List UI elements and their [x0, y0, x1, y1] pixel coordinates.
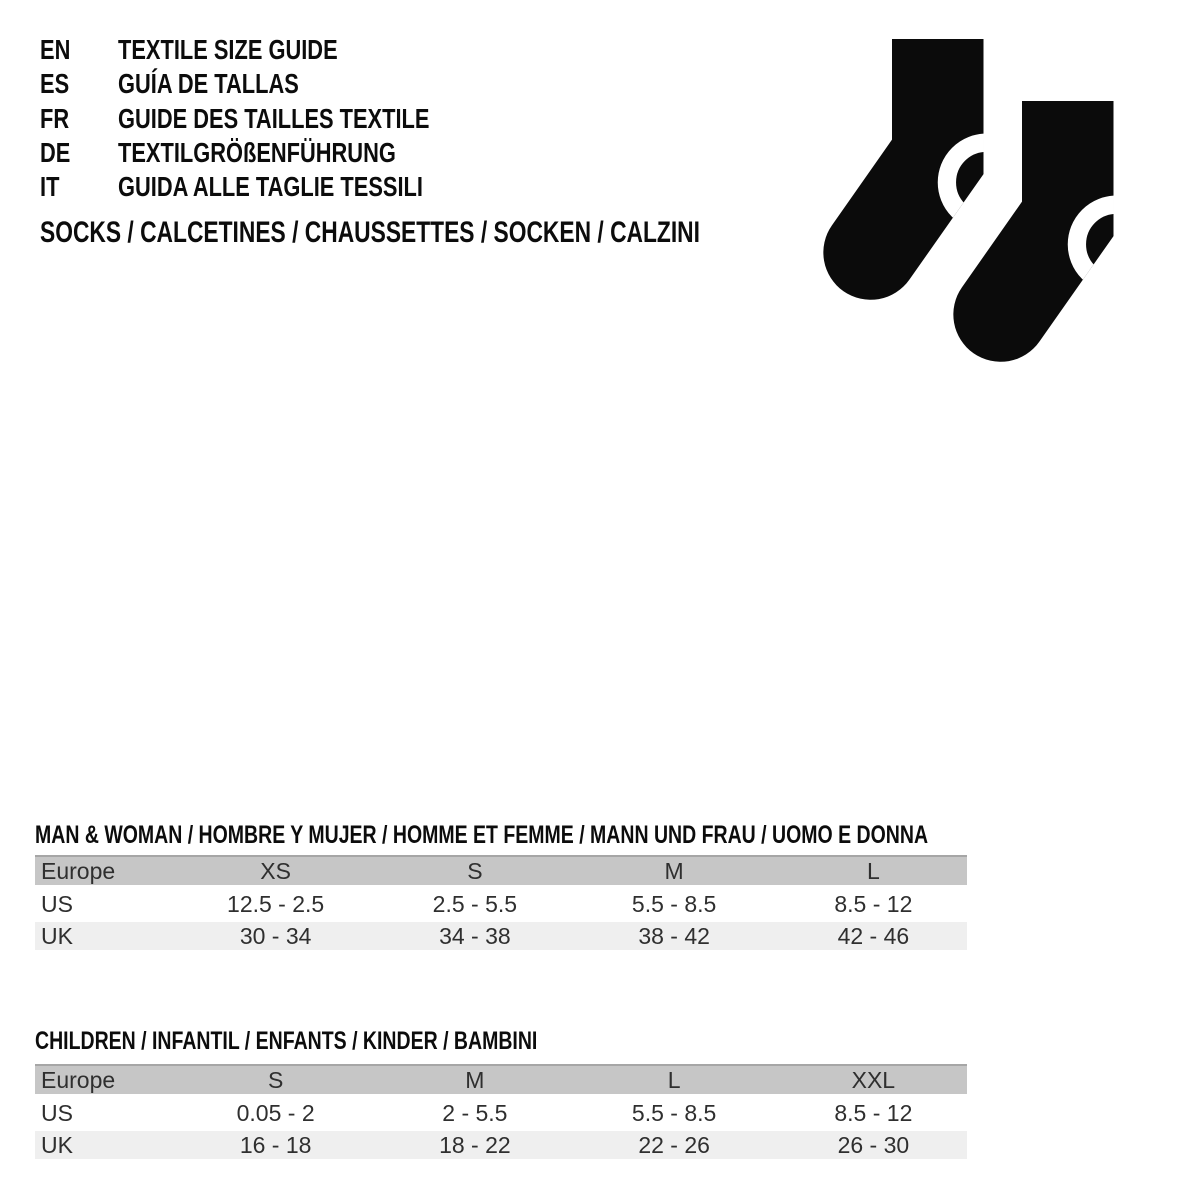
language-title: GUÍA DE TALLAS [118, 68, 299, 100]
header-cell-size: S [267, 1066, 284, 1093]
language-code: ES [40, 68, 70, 100]
header-cell-region: Europe [41, 857, 116, 884]
size-value: 34 - 38 [439, 922, 511, 949]
language-row-de [40, 136, 517, 170]
header-cell-size: XS [260, 857, 291, 884]
language-code: DE [40, 137, 71, 169]
table-row-uk [35, 922, 967, 950]
table-header-row [35, 855, 967, 885]
language-code: FR [40, 102, 70, 134]
table-row-us [35, 1099, 967, 1127]
table-title-children: CHILDREN / INFANTIL / ENFANTS / KINDER / BAMBINI [35, 1027, 538, 1055]
table-row-uk [35, 1131, 967, 1159]
language-row-it [40, 170, 517, 204]
size-value: 12.5 - 2.5 [227, 890, 325, 917]
size-value: 42 - 46 [837, 922, 910, 949]
language-title: TEXTILE SIZE GUIDE [118, 34, 338, 66]
size-value: 30 - 34 [239, 922, 312, 949]
row-label: US [41, 1099, 73, 1126]
row-label: UK [41, 922, 73, 949]
language-title: TEXTILGRÖßENFÜHRUNG [118, 137, 396, 169]
size-value: 26 - 30 [837, 1131, 910, 1158]
size-value: 22 - 26 [638, 1131, 710, 1158]
table-header-row [35, 1064, 967, 1094]
size-value: 38 - 42 [638, 922, 710, 949]
header-cell-size: L [866, 857, 880, 884]
language-code: IT [40, 171, 60, 203]
language-row-fr [40, 102, 517, 136]
table-row-us [35, 890, 967, 918]
size-value: 16 - 18 [239, 1131, 312, 1158]
language-row-es [40, 67, 517, 101]
size-table-man-woman [35, 855, 967, 950]
size-table-children [35, 1064, 967, 1159]
header-cell-size: S [467, 857, 483, 884]
language-code: EN [40, 34, 71, 66]
language-title: GUIDE DES TAILLES TEXTILE [118, 102, 430, 134]
header-cell-size: XXL [851, 1066, 896, 1093]
size-value: 18 - 22 [439, 1131, 511, 1158]
size-value: 8.5 - 12 [834, 1099, 913, 1126]
row-label: UK [41, 1131, 73, 1158]
language-row-en [40, 33, 517, 67]
category-line: SOCKS / CALCETINES / CHAUSSETTES / SOCKEN / CALZINI [40, 216, 700, 249]
header-cell-size: M [664, 857, 684, 884]
language-title: GUIDA ALLE TAGLIE TESSILI [118, 171, 423, 203]
size-value: 2 - 5.5 [442, 1099, 508, 1126]
language-title-list [40, 33, 517, 204]
socks-icon [810, 25, 1125, 370]
size-value: 2.5 - 5.5 [432, 890, 518, 917]
size-value: 8.5 - 12 [834, 890, 913, 917]
header-cell-size: L [667, 1066, 681, 1093]
table-title-man-woman: MAN & WOMAN / HOMBRE Y MUJER / HOMME ET FEMME / MANN UND FRAU / UOMO E DONNA [35, 821, 929, 849]
row-label: US [41, 890, 73, 917]
size-value: 0.05 - 2 [236, 1099, 315, 1126]
header-cell-size: M [465, 1066, 485, 1093]
size-value: 5.5 - 8.5 [631, 1099, 717, 1126]
size-value: 5.5 - 8.5 [631, 890, 717, 917]
header-cell-region: Europe [41, 1066, 116, 1093]
